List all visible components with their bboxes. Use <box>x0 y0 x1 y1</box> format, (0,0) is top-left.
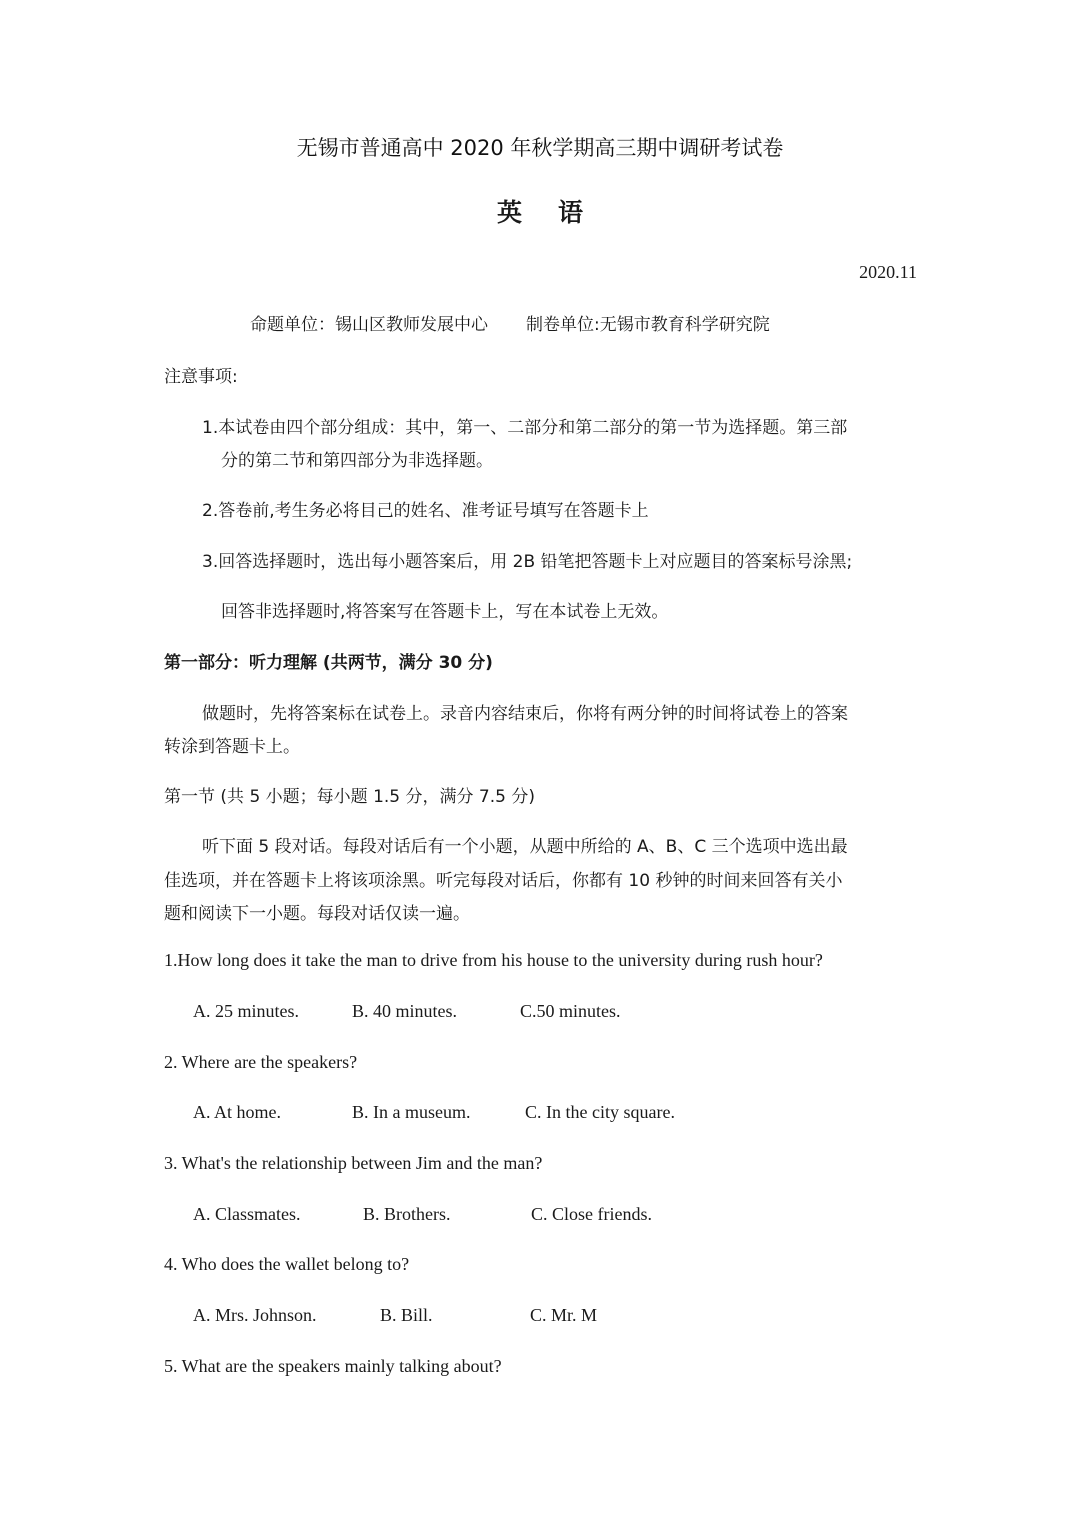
question-1-option-c: C.50 minutes. <box>520 1001 621 1021</box>
part1-heading: 第一部分：听力理解 (共两节，满分 30 分) <box>164 653 493 673</box>
exam-units <box>250 310 770 335</box>
proposer-unit: 命题单位：锡山区教师发展中心 <box>250 315 488 335</box>
section1-instructions-line-1: 听下面 5 段对话。每段对话后有一个小题，从题中所给的 A、B、C 三个选项中选出最 <box>202 837 848 857</box>
question-2-option-a: A. At home. <box>193 1102 281 1122</box>
question-1-stem: 1.How long does it take the man to drive from his house to the university during rush hour? <box>164 950 823 970</box>
section1-instructions-line-3: 题和阅读下一小题。每段对话仅读一遍。 <box>164 904 470 924</box>
question-4-stem: 4. Who does the wallet belong to? <box>164 1254 410 1274</box>
question-2-option-c: C. In the city square. <box>525 1102 675 1122</box>
question-4-option-a: A. Mrs. Johnson. <box>193 1305 317 1325</box>
section1-heading: 第一节 (共 5 小题；每小题 1.5 分，满分 7.5 分) <box>164 787 535 807</box>
note-item-2: 2.答卷前,考生务必将目己的姓名、准考证号填写在答题卡上 <box>202 501 649 521</box>
subject-title: 英语 <box>496 198 619 227</box>
producer-unit: 制卷单位:无锡市教育科学研究院 <box>526 315 770 335</box>
note-item-3-line-2: 回答非选择题时,将答案写在答题卡上，写在本试卷上无效。 <box>221 602 669 622</box>
question-3-stem: 3. What's the relationship between Jim and the man? <box>164 1153 543 1173</box>
question-3-option-a: A. Classmates. <box>193 1204 301 1224</box>
question-2-stem: 2. Where are the speakers? <box>164 1052 358 1072</box>
note-item-1-line-1: 1.本试卷由四个部分组成：其中，第一、二部分和第二部分的第一节为选择题。第三部 <box>202 418 848 438</box>
note-item-3-line-1: 3.回答选择题时，选出每小题答案后，用 2B 铅笔把答题卡上对应题目的答案标号涂黑; <box>202 552 853 572</box>
question-1-option-a: A. 25 minutes. <box>193 1001 299 1021</box>
question-5-stem: 5. What are the speakers mainly talking about? <box>164 1356 502 1376</box>
notes-heading: 注意事项: <box>164 367 238 387</box>
question-1-option-b: B. 40 minutes. <box>352 1001 458 1021</box>
question-4-option-c: C. Mr. M <box>530 1305 598 1325</box>
part1-intro-line-1: 做题时，先将答案标在试卷上。录音内容结束后，你将有两分钟的时间将试卷上的答案 <box>202 704 848 724</box>
question-3-option-b: B. Brothers. <box>363 1204 451 1224</box>
part1-intro-line-2: 转涂到答题卡上。 <box>164 737 300 757</box>
note-item-1-line-2: 分的第二节和第四部分为非选择题。 <box>221 451 493 471</box>
exam-date: 2020.11 <box>859 262 917 282</box>
question-4-option-b: B. Bill. <box>380 1305 433 1325</box>
question-2-option-b: B. In a museum. <box>352 1102 471 1122</box>
section1-instructions-line-2: 佳选项，并在答题卡上将该项涂黑。听完每段对话后，你都有 10 秒钟的时间来回答有关小 <box>164 871 843 891</box>
question-3-option-c: C. Close friends. <box>531 1204 652 1224</box>
exam-title: 无锡市普通高中 2020 年秋学期高三期中调研考试卷 <box>296 136 784 160</box>
